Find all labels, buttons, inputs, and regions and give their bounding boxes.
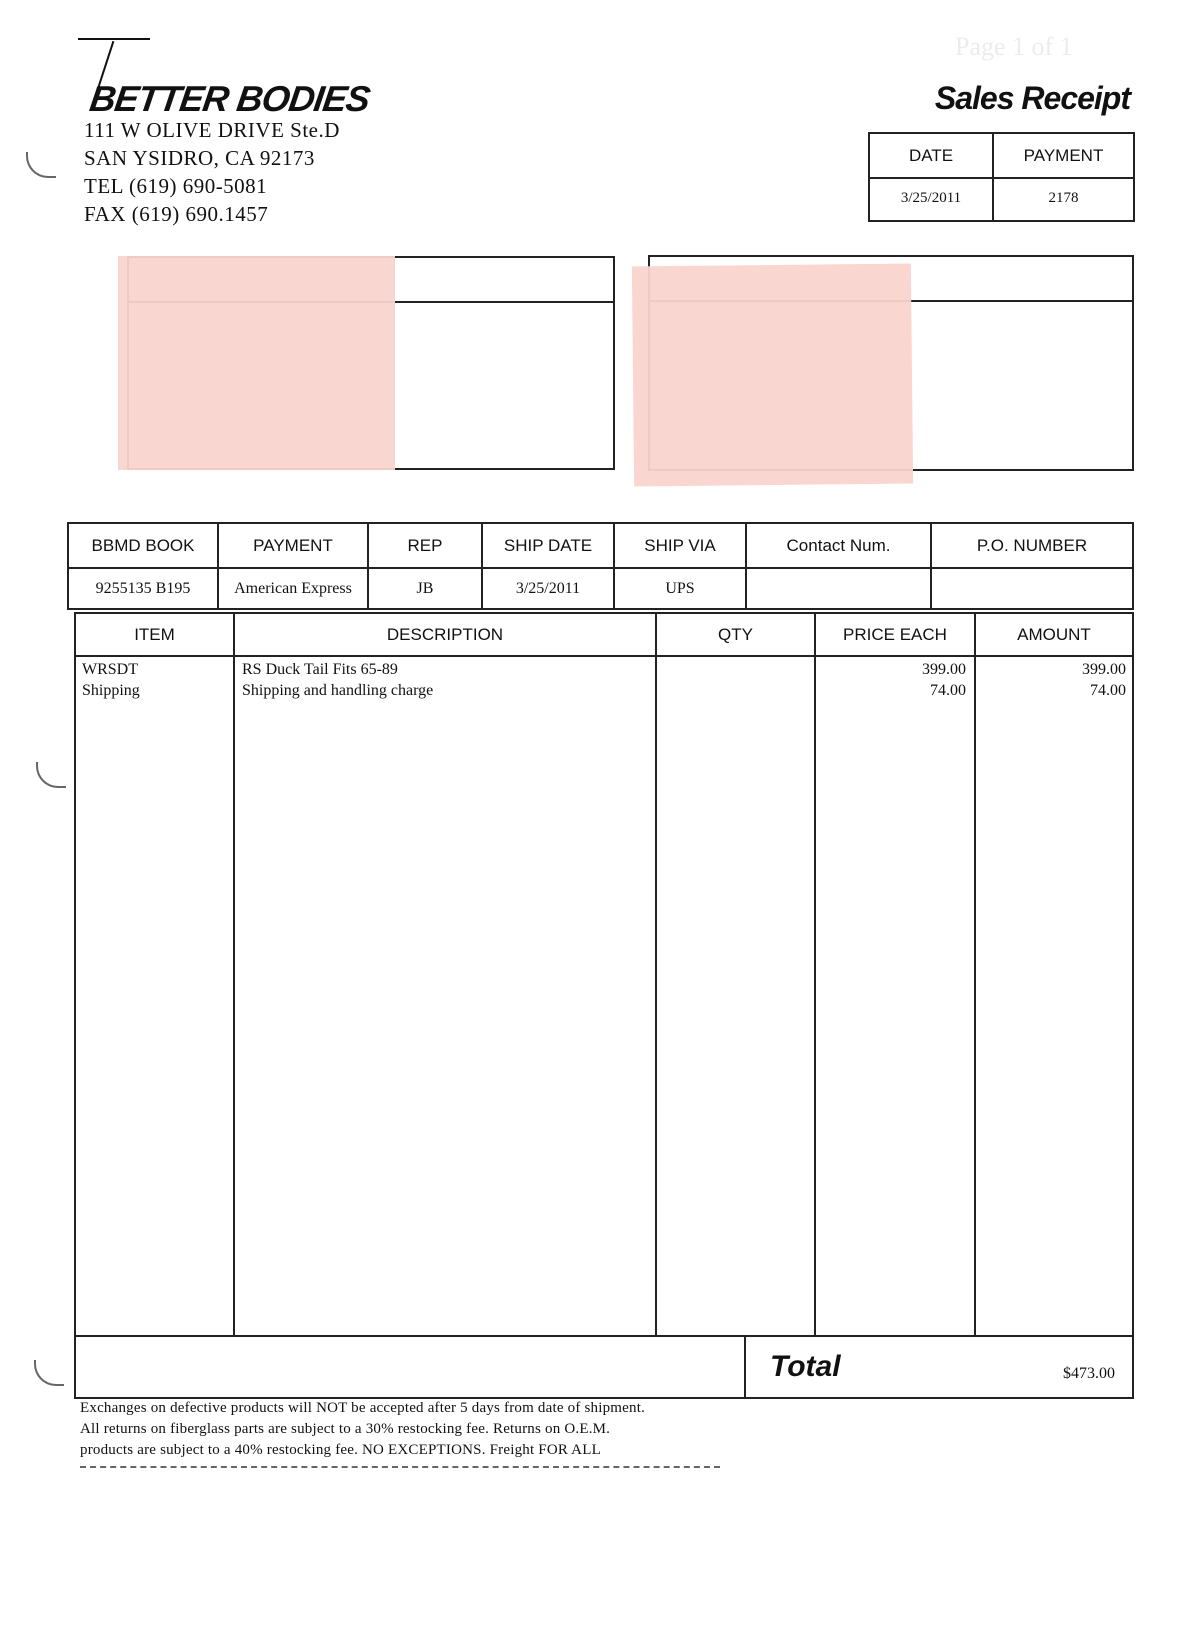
payment-label: PAYMENT [1023, 146, 1104, 165]
company-fax: FAX (619) 690.1457 [84, 202, 269, 226]
hdr-price-each: PRICE EACH [843, 625, 947, 644]
logo-mark-stroke [78, 38, 150, 40]
hdr-description: DESCRIPTION [386, 625, 504, 644]
hdr-qty: QTY [718, 625, 753, 644]
binder-hole-mark [34, 1360, 64, 1386]
payment-value: 2178 [1048, 190, 1079, 206]
row1-description: RS Duck Tail Fits 65-89 [242, 661, 398, 678]
hdr-amount: AMOUNT [1017, 625, 1091, 644]
items-col-sep-3 [814, 614, 816, 1335]
hdr-contact-num: Contact Num. [786, 536, 891, 555]
row1-price: 399.00 [922, 661, 966, 678]
binder-hole-mark [26, 152, 56, 178]
total-amount: $473.00 [1063, 1365, 1115, 1382]
row2-amount: 74.00 [1090, 682, 1126, 699]
total-row [74, 1335, 1134, 1399]
hdr-bbmd-book: BBMD BOOK [91, 536, 195, 555]
val-bbmd-book: 9255135 B195 [95, 580, 191, 597]
dp-divider-h [870, 177, 1133, 179]
hdr-ship-date: SHIP DATE [503, 536, 593, 555]
company-address-line1: 111 W OLIVE DRIVE Ste.D [84, 118, 340, 142]
items-table [74, 612, 1134, 1337]
total-sep [744, 1337, 746, 1397]
hdr-po-number: P.O. NUMBER [976, 536, 1088, 555]
footer-line1: Exchanges on defective products will NOT be accepted after 5 days from date of shipment. [80, 1400, 646, 1416]
items-col-sep-2 [655, 614, 657, 1335]
footer-cut-line [80, 1466, 720, 1468]
order-info-divider [69, 567, 1132, 569]
date-value: 3/25/2011 [900, 190, 962, 206]
document-title: Sales Receipt [934, 80, 1130, 116]
hdr-payment: PAYMENT [253, 536, 333, 555]
company-logo: BETTER BODIES [87, 78, 372, 119]
hdr-rep: REP [407, 536, 443, 555]
order-info-table [67, 522, 1134, 610]
row2-description: Shipping and handling charge [242, 682, 434, 699]
val-ship-via: UPS [665, 580, 695, 597]
row2-item: Shipping [82, 682, 140, 699]
hdr-item: ITEM [134, 625, 175, 644]
total-label: Total [770, 1350, 841, 1383]
val-ship-date: 3/25/2011 [515, 580, 581, 597]
bill-to-redaction [118, 256, 395, 470]
row1-amount: 399.00 [1082, 661, 1126, 678]
val-payment: American Express [234, 580, 352, 597]
hdr-ship-via: SHIP VIA [644, 536, 716, 555]
company-address-line2: SAN YSIDRO, CA 92173 [84, 146, 315, 170]
ghost-page-number: Page 1 of 1 [955, 32, 1073, 61]
footer-line2: All returns on fiberglass parts are subject to a 30% restocking fee. Returns on O.E.M. [80, 1421, 611, 1437]
date-payment-box [868, 132, 1135, 222]
ship-to-redaction [632, 264, 913, 487]
row1-item: WRSDT [82, 661, 138, 678]
company-tel: TEL (619) 690-5081 [84, 174, 268, 198]
date-label: DATE [908, 146, 954, 165]
row2-price: 74.00 [930, 682, 966, 699]
footer-line3: products are subject to a 40% restocking fee. NO EXCEPTIONS. Freight FOR ALL [80, 1442, 601, 1458]
items-col-sep-1 [233, 614, 235, 1335]
val-rep: JB [416, 580, 434, 597]
binder-hole-mark [36, 762, 66, 788]
items-col-sep-4 [974, 614, 976, 1335]
